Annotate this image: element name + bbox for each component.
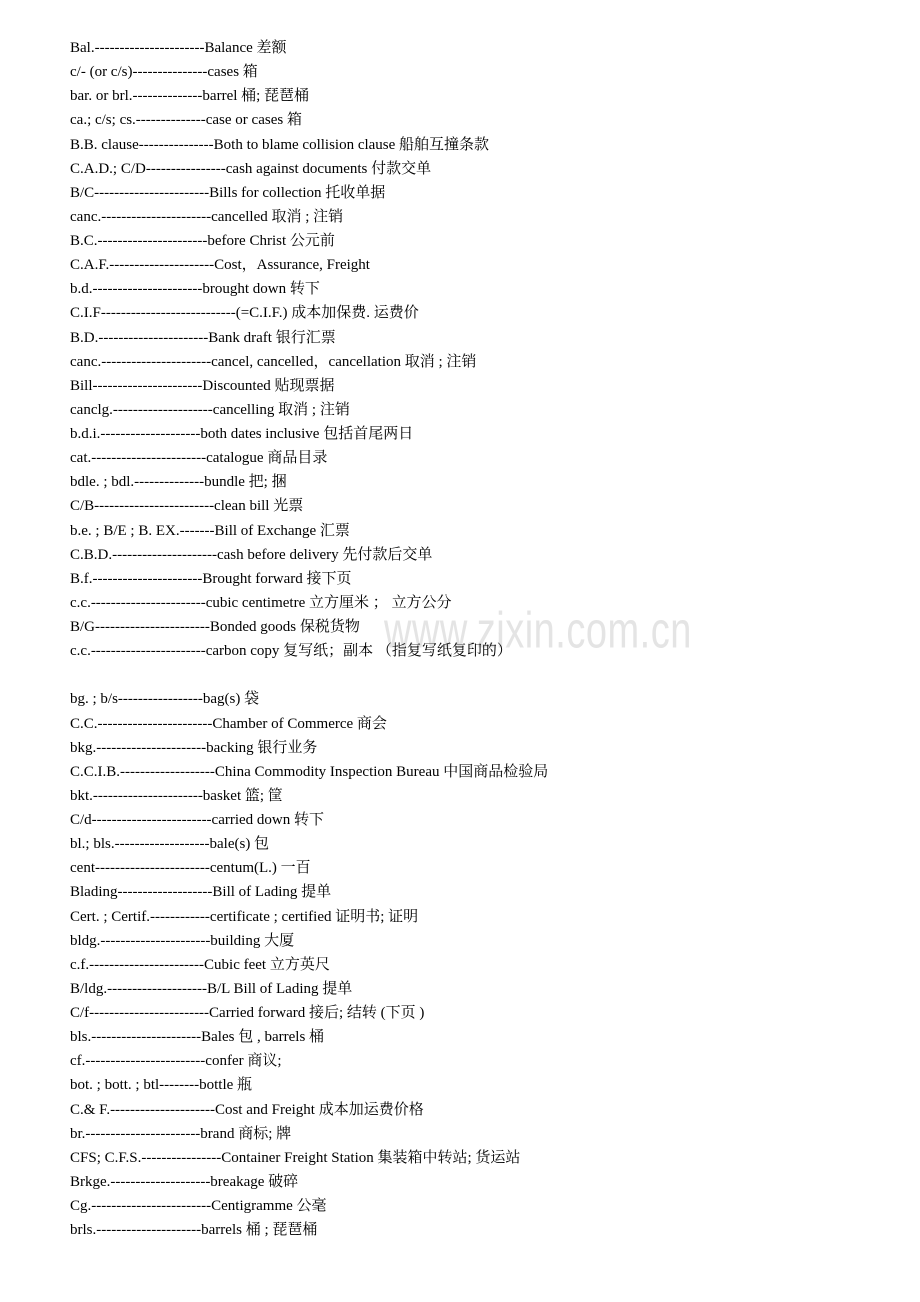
glossary-entry: Cert. ; Certif.------------certificate ; certified 证明书; 证明: [70, 908, 419, 925]
glossary-entry: B/G-----------------------Bonded goods 保税货物: [70, 619, 360, 635]
glossary-section: [70, 36, 870, 663]
glossary-entry: ca.; c/s; cs.--------------case or cases 箱: [70, 112, 302, 129]
glossary-entry: c.f.-----------------------Cubic feet 立方英尺: [70, 956, 330, 973]
glossary-entry: bls.----------------------Bales 包 , barrels 桶: [70, 1029, 325, 1046]
glossary-entry: canc.----------------------cancel, cancelled，cancellation 取消 ; 注销: [70, 353, 477, 370]
glossary-entry: bl.; bls.-------------------bale(s) 包: [70, 836, 270, 853]
glossary-entry: canclg.--------------------cancelling 取消 ; 注销: [70, 401, 350, 418]
glossary-entry: C.& F.---------------------Cost and Freight 成本加运费价格: [70, 1101, 424, 1118]
watermark-text: www.zixin.com.cn: [384, 603, 692, 660]
glossary-entry: C/d------------------------carried down 转下: [70, 812, 325, 828]
glossary-entry: c.c.-----------------------carbon copy 复写纸；副本 （指复写纸复印的）: [70, 643, 512, 660]
glossary-entry: cent-----------------------centum(L.) 一百: [70, 860, 311, 877]
glossary-entry: cf.------------------------confer 商议;: [70, 1053, 282, 1070]
glossary-section: [70, 687, 870, 1242]
glossary-entry: B.D.----------------------Bank draft 银行汇票: [70, 329, 336, 346]
glossary-entry: cat.-----------------------catalogue 商品目录: [70, 450, 328, 467]
glossary-entry: b.e. ; B/E ; B. EX.-------Bill of Exchange 汇票: [70, 522, 350, 539]
glossary-entry: C.A.D.; C/D----------------cash against documents 付款交单: [70, 160, 432, 177]
glossary-entry: c.c.-----------------------cubic centimetre 立方厘米 ； 立方公分: [70, 594, 452, 611]
glossary-entry: C.C.I.B.-------------------China Commodity Inspection Bureau 中国商品检验局: [70, 763, 549, 780]
glossary-page: [70, 36, 870, 1242]
glossary-entry: C/f------------------------Carried forward 接后; 结转 (下页 ): [70, 1005, 425, 1021]
glossary-entry: Brkge.--------------------breakage 破碎: [70, 1173, 299, 1190]
glossary-entry: B.C.----------------------before Christ 公元前: [70, 233, 335, 249]
glossary-entry: bot. ; bott. ; btl--------bottle 瓶: [70, 1077, 253, 1094]
glossary-entry: C.C.-----------------------Chamber of Commerce 商会: [70, 715, 387, 732]
glossary-entry: bkg.----------------------backing 银行业务: [70, 739, 318, 756]
glossary-entry: bar. or brl.--------------barrel 桶; 琵琶桶: [70, 88, 310, 105]
glossary-entry: CFS; C.F.S.----------------Container Freight Station 集装箱中转站; 货运站: [70, 1149, 521, 1166]
glossary-entry: Bill----------------------Discounted 贴现票据: [70, 377, 335, 394]
glossary-entry: canc.----------------------cancelled 取消 ; 注销: [70, 208, 344, 225]
glossary-entry: bg. ; b/s-----------------bag(s) 袋: [70, 691, 260, 708]
glossary-entry: B.B. clause---------------Both to blame collision clause 船舶互撞条款: [70, 136, 490, 153]
glossary-entry: bkt.----------------------basket 篮; 筐: [70, 787, 283, 804]
glossary-entry: brls.---------------------barrels 桶 ; 琵琶桶: [70, 1222, 318, 1239]
glossary-entry: bdle. ; bdl.--------------bundle 把; 捆: [70, 474, 287, 491]
glossary-entry: c/- (or c/s)---------------cases 箱: [70, 64, 258, 81]
glossary-entry: B/C-----------------------Bills for collection 托收单据: [70, 184, 386, 201]
glossary-entry: B/ldg.--------------------B/L Bill of Lading 提单: [70, 980, 353, 997]
glossary-entry: Blading-------------------Bill of Lading 提单: [70, 884, 332, 901]
glossary-entry: C.I.F---------------------------(=C.I.F.) 成本加保费. 运费价: [70, 305, 419, 322]
glossary-entry: C.B.D.---------------------cash before delivery 先付款后交单: [70, 546, 433, 563]
glossary-entry: C/B------------------------clean bill 光票: [70, 498, 304, 515]
glossary-entry: Cg.------------------------Centigramme 公毫: [70, 1198, 327, 1214]
glossary-entry: B.f.----------------------Brought forward 接下页: [70, 570, 352, 587]
glossary-entry: br.-----------------------brand 商标; 牌: [70, 1125, 292, 1142]
glossary-entry: C.A.F.---------------------Cost，Assurance, Freight: [70, 257, 370, 274]
glossary-entry: b.d.i.--------------------both dates inclusive 包括首尾两日: [70, 426, 414, 442]
glossary-entry: b.d.----------------------brought down 转下: [70, 281, 320, 298]
glossary-entry: bldg.----------------------building 大厦: [70, 932, 295, 949]
glossary-entry: Bal.----------------------Balance 差额: [70, 40, 287, 56]
